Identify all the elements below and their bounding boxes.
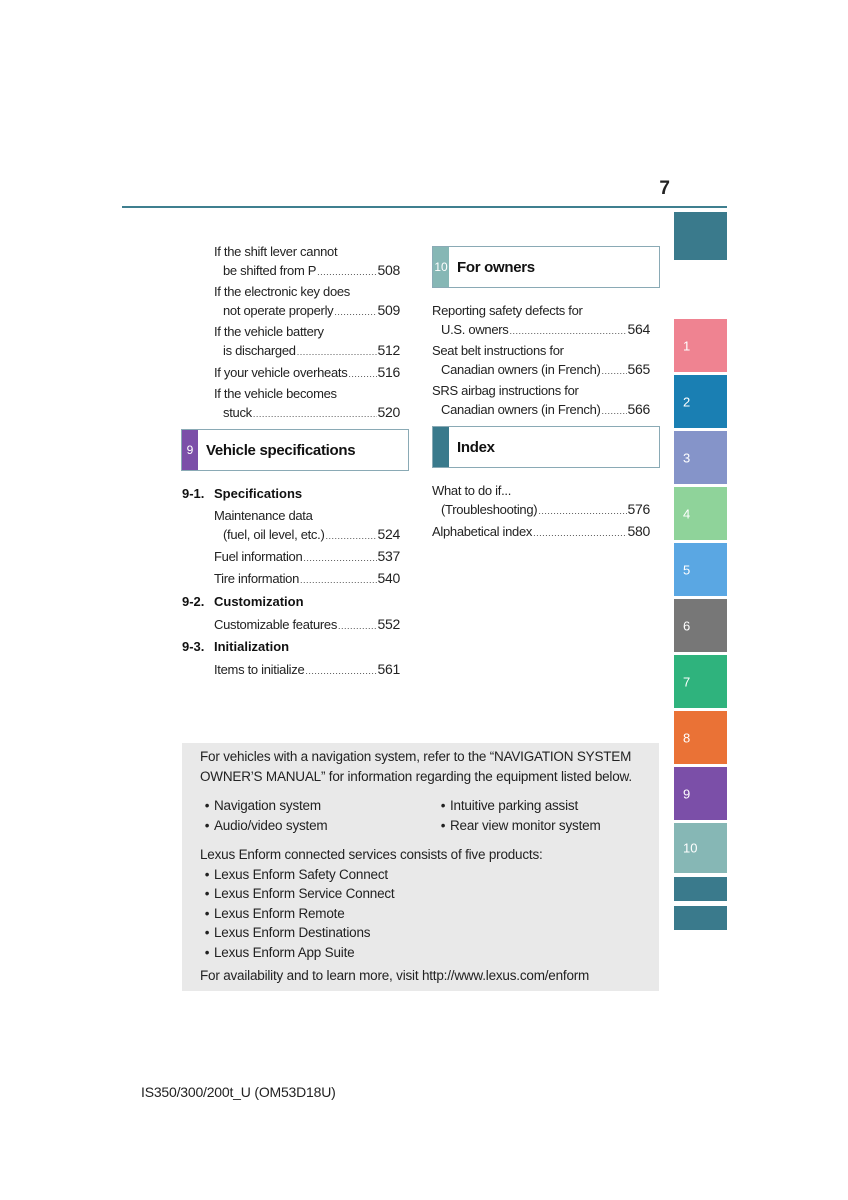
list-item: • Lexus Enform Safety Connect — [204, 866, 388, 882]
leader-dots — [317, 263, 376, 281]
entry-line1: If the vehicle battery — [214, 324, 324, 339]
subsection-heading[interactable] — [182, 593, 400, 615]
chapter-tab-11[interactable] — [674, 877, 727, 901]
toc-entry[interactable] — [214, 569, 400, 593]
entry-line2: (Troubleshooting) — [441, 502, 538, 517]
leader-dots — [338, 617, 376, 635]
entry-line1: If the vehicle becomes — [214, 386, 337, 401]
section-9-subsections — [182, 485, 400, 682]
entry-page: 576 — [627, 501, 650, 517]
subsection-title: Customization — [214, 594, 304, 609]
list-item: • Lexus Enform Destinations — [204, 925, 371, 940]
entry-page: 564 — [627, 321, 650, 337]
entry-page: 537 — [377, 548, 400, 564]
entry-line2: Alphabetical index — [432, 524, 533, 539]
chapter-tab-3[interactable]: 3 — [674, 431, 727, 484]
entry-line2: Canadian owners (in French) — [441, 362, 601, 377]
list-item: • Navigation system — [204, 798, 321, 813]
list-item: • Lexus Enform Remote — [204, 905, 345, 921]
entry-line1: Seat belt instructions for — [432, 343, 564, 358]
entry-page: 566 — [627, 401, 650, 417]
list-item: • Lexus Enform Service Connect — [204, 886, 395, 901]
enform-intro: Lexus Enform connected services consists of five products: — [200, 847, 543, 862]
leader-dots — [538, 502, 626, 520]
toc-entry[interactable] — [214, 507, 400, 547]
entry-line1: SRS airbag instructions for — [432, 383, 579, 398]
leader-dots — [334, 303, 376, 321]
toc-entry[interactable] — [214, 363, 400, 385]
entry-page: 516 — [377, 364, 400, 380]
entry-line2: Customizable features — [214, 617, 338, 632]
entry-line2: is discharged — [223, 343, 296, 358]
note-intro-line2: OWNER’S MANUAL” for information regarding the equipment listed below. — [200, 768, 632, 784]
navigation-note-box — [182, 743, 659, 991]
leader-dots — [297, 343, 377, 361]
subsection-title: Specifications — [214, 486, 303, 501]
entry-line2: Items to initialize — [214, 662, 305, 677]
list-item: • Lexus Enform App Suite — [204, 944, 355, 960]
chapter-tab-2[interactable]: 2 — [674, 375, 727, 428]
entry-line1: If the shift lever cannot — [214, 244, 338, 259]
leader-dots — [602, 402, 627, 420]
section-10-header[interactable] — [432, 246, 660, 288]
entry-line1: What to do if... — [432, 483, 512, 498]
chapter-tab-12[interactable] — [674, 906, 727, 930]
owners-entries — [432, 302, 650, 422]
header-rule — [122, 206, 727, 208]
entry-line1: Maintenance data — [214, 508, 313, 523]
index-header[interactable] — [432, 426, 660, 468]
leader-dots — [533, 524, 626, 542]
list-item: • Audio/video system — [204, 817, 328, 833]
entry-page: 552 — [377, 616, 400, 632]
section-number: 9 — [182, 430, 198, 470]
entry-page: 524 — [377, 526, 400, 542]
list-item: • Rear view monitor system — [440, 817, 601, 833]
leader-dots — [325, 527, 376, 545]
entry-line2: Tire information — [214, 571, 300, 586]
toc-entry[interactable] — [214, 243, 400, 283]
chapter-tab-8[interactable]: 8 — [674, 711, 727, 764]
entry-line2: (fuel, oil level, etc.) — [223, 527, 325, 542]
entry-line1: Reporting safety defects for — [432, 303, 583, 318]
toc-entry[interactable] — [214, 660, 400, 682]
subsection-title: Initialization — [214, 639, 290, 654]
index-entries — [432, 482, 650, 544]
toc-entry[interactable] — [432, 382, 650, 422]
section-title: For owners — [457, 258, 535, 276]
leader-dots — [253, 405, 377, 423]
entry-page: 565 — [627, 361, 650, 377]
chapter-tab-9[interactable]: 9 — [674, 767, 727, 820]
note-intro-line1: For vehicles with a navigation system, refer to the “NAVIGATION SYSTEM — [200, 749, 632, 764]
leader-dots — [602, 362, 627, 380]
toc-entry[interactable] — [432, 482, 650, 522]
entry-page: 520 — [377, 404, 400, 420]
toc-entry[interactable] — [214, 547, 400, 569]
leader-dots — [303, 549, 376, 567]
chapter-tab-10[interactable]: 10 — [674, 823, 727, 873]
toc-entry[interactable] — [214, 283, 400, 323]
chapter-tab-6[interactable]: 6 — [674, 599, 727, 652]
chapter-tab-7[interactable]: 7 — [674, 655, 727, 708]
entry-line2: not operate properly — [223, 303, 334, 318]
section-title: Vehicle specifications — [206, 441, 356, 459]
entry-page: 509 — [377, 302, 400, 318]
leader-dots — [300, 571, 377, 589]
subsection-heading[interactable] — [182, 638, 400, 660]
toc-entry[interactable] — [214, 385, 400, 425]
subsection-heading[interactable] — [182, 485, 400, 507]
chapter-tab-4[interactable]: 4 — [674, 487, 727, 540]
toc-entry[interactable] — [432, 302, 650, 342]
subsection-number: 9-3. — [182, 639, 205, 654]
list-item: • Intuitive parking assist — [440, 798, 579, 813]
entry-page: 561 — [377, 661, 400, 677]
subsection-number: 9-1. — [182, 486, 205, 501]
page-number: 7 — [659, 178, 670, 199]
entry-line2: Canadian owners (in French) — [441, 402, 601, 417]
entry-line2: If your vehicle overheats — [214, 365, 348, 380]
section-title: Index — [457, 438, 495, 456]
chapter-tab-0[interactable] — [674, 212, 727, 260]
toc-entry[interactable] — [214, 323, 400, 363]
entry-line2: be shifted from P — [223, 263, 317, 278]
toc-entry[interactable] — [432, 522, 650, 544]
enform-closing: For availability and to learn more, visit http://www.lexus.com/enform — [200, 968, 590, 983]
leader-dots — [510, 322, 627, 340]
leader-dots — [348, 365, 376, 383]
entry-line2: Fuel information — [214, 549, 303, 564]
subsection-number: 9-2. — [182, 594, 205, 609]
footer-model-code: IS350/300/200t_U (OM53D18U) — [141, 1084, 336, 1100]
section-number: 10 — [433, 247, 449, 287]
section-9-header[interactable] — [181, 429, 409, 471]
chapter-tab-5[interactable]: 5 — [674, 543, 727, 596]
leader-dots — [305, 662, 376, 680]
section-number — [433, 427, 449, 467]
entry-page: 508 — [377, 262, 400, 278]
entry-page: 512 — [377, 342, 400, 358]
left-top-entries — [214, 243, 400, 425]
entry-page: 580 — [627, 523, 650, 539]
toc-entry[interactable] — [432, 342, 650, 382]
entry-line2: U.S. owners — [441, 322, 509, 337]
toc-entry[interactable] — [214, 615, 400, 638]
entry-page: 540 — [377, 570, 400, 586]
entry-line1: If the electronic key does — [214, 284, 351, 299]
chapter-tab-1[interactable]: 1 — [674, 319, 727, 372]
entry-line2: stuck — [223, 405, 252, 420]
